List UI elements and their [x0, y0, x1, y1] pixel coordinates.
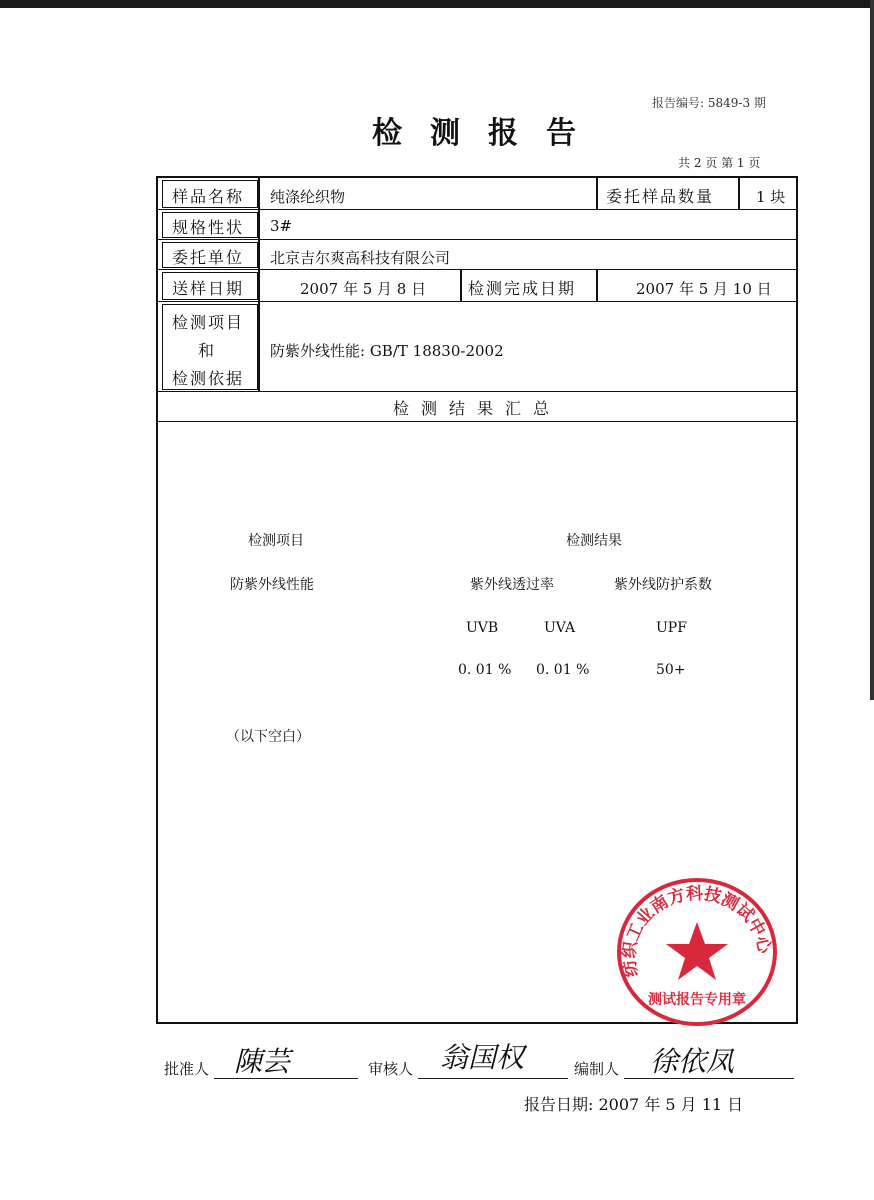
divider	[258, 270, 260, 302]
divider	[596, 178, 598, 210]
protection-factor-header: 紫外线防护系数	[614, 577, 712, 593]
divider	[258, 178, 260, 210]
sample-name-label: 样品名称	[172, 187, 245, 206]
approver-signature: 陳芸	[234, 1045, 291, 1078]
items-label-line3: 检测依据	[172, 369, 245, 388]
col-item-header: 检测项目	[248, 533, 304, 549]
items-label-line1: 检测项目	[172, 313, 245, 332]
scan-right-edge	[870, 0, 874, 700]
send-date-label: 送样日期	[172, 279, 245, 298]
page-count: 共 2 页 第 1 页	[678, 156, 761, 170]
divider	[596, 270, 598, 302]
divider	[460, 270, 462, 302]
official-seal-icon	[612, 872, 782, 1032]
items-label-line2: 和	[198, 341, 217, 360]
scan-top-edge	[0, 0, 874, 8]
spec-label: 规格性状	[172, 218, 245, 237]
divider	[258, 240, 260, 270]
approver-label: 批准人	[164, 1060, 210, 1078]
upf-label: UPF	[656, 620, 687, 636]
spec-value: 3#	[270, 217, 293, 235]
divider	[738, 178, 740, 210]
seal-inner-text: 测试报告专用章	[648, 992, 746, 1008]
finish-date-value: 2007 年 5 月 10 日	[636, 280, 772, 298]
uvb-value: 0. 01 %	[458, 662, 512, 678]
seal-outer-text: 纺织工业南方科技测试中心	[619, 883, 775, 979]
client-label: 委托单位	[172, 248, 245, 267]
report-date: 报告日期: 2007 年 5 月 11 日	[524, 1095, 744, 1114]
uva-label: UVA	[544, 620, 576, 636]
col-result-header: 检测结果	[566, 533, 622, 549]
reviewer-signature: 翁国权	[440, 1041, 525, 1074]
seal-star-icon	[666, 922, 728, 980]
client-value: 北京吉尔爽高科技有限公司	[270, 249, 451, 267]
finish-date-label: 检测完成日期	[468, 279, 577, 298]
quantity-value: 1 块	[756, 188, 786, 206]
reviewer-line	[418, 1078, 568, 1079]
editor-signature: 徐依凤	[650, 1045, 735, 1078]
sample-name-value: 纯涤纶织物	[270, 188, 346, 206]
summary-title: 检测结果汇总	[392, 399, 561, 418]
items-value: 防紫外线性能: GB/T 18830-2002	[270, 342, 504, 360]
divider	[258, 210, 260, 240]
report-title: 检测报告	[372, 116, 604, 151]
report-number: 报告编号: 5849-3 期	[652, 96, 766, 110]
reviewer-label: 审核人	[368, 1060, 414, 1078]
uvb-label: UVB	[466, 620, 499, 636]
upf-value: 50+	[656, 662, 686, 678]
transmittance-header: 紫外线透过率	[470, 577, 554, 593]
uva-value: 0. 01 %	[536, 662, 590, 678]
divider	[258, 302, 260, 392]
editor-label: 编制人	[574, 1060, 620, 1078]
blank-note: （以下空白）	[226, 729, 310, 745]
quantity-label: 委托样品数量	[606, 187, 715, 206]
send-date-value: 2007 年 5 月 8 日	[300, 280, 427, 298]
row-item-name: 防紫外线性能	[230, 577, 314, 593]
